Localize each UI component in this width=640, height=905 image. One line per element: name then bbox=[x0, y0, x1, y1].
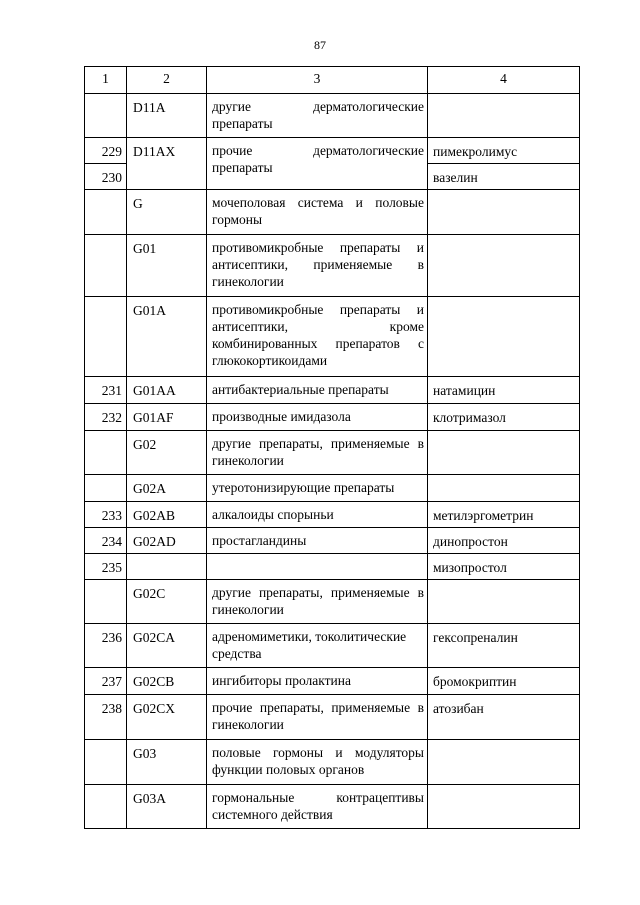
table-row bbox=[85, 431, 580, 475]
drug-name: бромокриптин bbox=[428, 668, 580, 695]
row-number bbox=[85, 431, 127, 475]
drug-name: динопростон bbox=[428, 528, 580, 554]
table-row bbox=[85, 740, 580, 785]
page-number: 87 bbox=[314, 38, 326, 52]
atc-code: G03 bbox=[127, 740, 207, 785]
drug-name: вазелин bbox=[428, 164, 580, 190]
row-number bbox=[85, 297, 127, 377]
table-row bbox=[85, 377, 580, 404]
header-col-4: 4 bbox=[428, 67, 580, 94]
atc-code: G01AA bbox=[127, 377, 207, 404]
table-row bbox=[85, 624, 580, 668]
group-description: другие дерматологические препараты bbox=[207, 94, 428, 138]
row-number: 236 bbox=[85, 624, 127, 668]
header-col-3: 3 bbox=[207, 67, 428, 94]
header-col-2: 2 bbox=[127, 67, 207, 94]
drug-name: натамицин bbox=[428, 377, 580, 404]
group-description: алкалоиды спорыньи bbox=[207, 502, 428, 528]
drug-name: атозибан bbox=[428, 695, 580, 740]
drug-name bbox=[428, 740, 580, 785]
header-col-1: 1 bbox=[85, 67, 127, 94]
row-number: 229 bbox=[85, 138, 127, 164]
table-row bbox=[85, 190, 580, 235]
row-number: 235 bbox=[85, 554, 127, 580]
group-description: гормональные контрацептивы системного действия bbox=[207, 785, 428, 829]
drug-name: мизопростол bbox=[428, 554, 580, 580]
drug-name bbox=[428, 190, 580, 235]
table-row bbox=[85, 138, 580, 164]
atc-code: D11AX bbox=[127, 138, 207, 190]
atc-code: G01AF bbox=[127, 404, 207, 431]
row-number: 232 bbox=[85, 404, 127, 431]
drug-name bbox=[428, 297, 580, 377]
drug-name bbox=[428, 580, 580, 624]
drug-name: гексопреналин bbox=[428, 624, 580, 668]
drug-name bbox=[428, 785, 580, 829]
table-row bbox=[85, 668, 580, 695]
group-description: другие препараты, применяемые в гинекологии bbox=[207, 580, 428, 624]
atc-code: G01A bbox=[127, 297, 207, 377]
row-number bbox=[85, 475, 127, 502]
atc-code: D11A bbox=[127, 94, 207, 138]
atc-code bbox=[127, 554, 207, 580]
row-number: 238 bbox=[85, 695, 127, 740]
table-row bbox=[85, 404, 580, 431]
group-description bbox=[207, 554, 428, 580]
group-description: прочие дерматологические препараты bbox=[207, 138, 428, 190]
table-row bbox=[85, 94, 580, 138]
table-row bbox=[85, 502, 580, 528]
atc-code: G01 bbox=[127, 235, 207, 297]
atc-code: G02CA bbox=[127, 624, 207, 668]
atc-code: G02CX bbox=[127, 695, 207, 740]
table-header-row bbox=[85, 67, 580, 94]
group-description: утеротонизирующие препараты bbox=[207, 475, 428, 502]
row-number: 230 bbox=[85, 164, 127, 190]
group-description: мочеполовая система и половые гормоны bbox=[207, 190, 428, 235]
row-number bbox=[85, 235, 127, 297]
table-row bbox=[85, 695, 580, 740]
row-number: 237 bbox=[85, 668, 127, 695]
group-description: антибактериальные препараты bbox=[207, 377, 428, 404]
table-row bbox=[85, 297, 580, 377]
group-description: адреномиметики, токолитические средства bbox=[207, 624, 428, 668]
table-row bbox=[85, 235, 580, 297]
drug-name: пимекролимус bbox=[428, 138, 580, 164]
atc-code: G03A bbox=[127, 785, 207, 829]
table-row bbox=[85, 475, 580, 502]
atc-code: G02C bbox=[127, 580, 207, 624]
atc-code: G02AB bbox=[127, 502, 207, 528]
group-description: противомикробные препараты и антисептики, применяемые в гинекологии bbox=[207, 235, 428, 297]
drug-classification-table bbox=[84, 66, 580, 829]
row-number bbox=[85, 740, 127, 785]
atc-code: G02CB bbox=[127, 668, 207, 695]
table-row bbox=[85, 785, 580, 829]
table-row bbox=[85, 580, 580, 624]
group-description: простагландины bbox=[207, 528, 428, 554]
drug-name bbox=[428, 431, 580, 475]
group-description: половые гормоны и модуляторы функции половых органов bbox=[207, 740, 428, 785]
table-row bbox=[85, 528, 580, 554]
row-number: 234 bbox=[85, 528, 127, 554]
group-description: другие препараты, применяемые в гинекологии bbox=[207, 431, 428, 475]
row-number bbox=[85, 94, 127, 138]
drug-name bbox=[428, 235, 580, 297]
group-description: производные имидазола bbox=[207, 404, 428, 431]
row-number: 231 bbox=[85, 377, 127, 404]
atc-code: G02AD bbox=[127, 528, 207, 554]
row-number bbox=[85, 580, 127, 624]
group-description: противомикробные препараты и антисептики, кроме комбинированных препаратов с глюкокортикоидами bbox=[207, 297, 428, 377]
group-description: прочие препараты, применяемые в гинекологии bbox=[207, 695, 428, 740]
atc-code: G bbox=[127, 190, 207, 235]
drug-name bbox=[428, 94, 580, 138]
table-row bbox=[85, 554, 580, 580]
row-number: 233 bbox=[85, 502, 127, 528]
atc-code: G02A bbox=[127, 475, 207, 502]
group-description: ингибиторы пролактина bbox=[207, 668, 428, 695]
row-number bbox=[85, 785, 127, 829]
drug-name: клотримазол bbox=[428, 404, 580, 431]
atc-code: G02 bbox=[127, 431, 207, 475]
row-number bbox=[85, 190, 127, 235]
drug-name: метилэргометрин bbox=[428, 502, 580, 528]
drug-name bbox=[428, 475, 580, 502]
